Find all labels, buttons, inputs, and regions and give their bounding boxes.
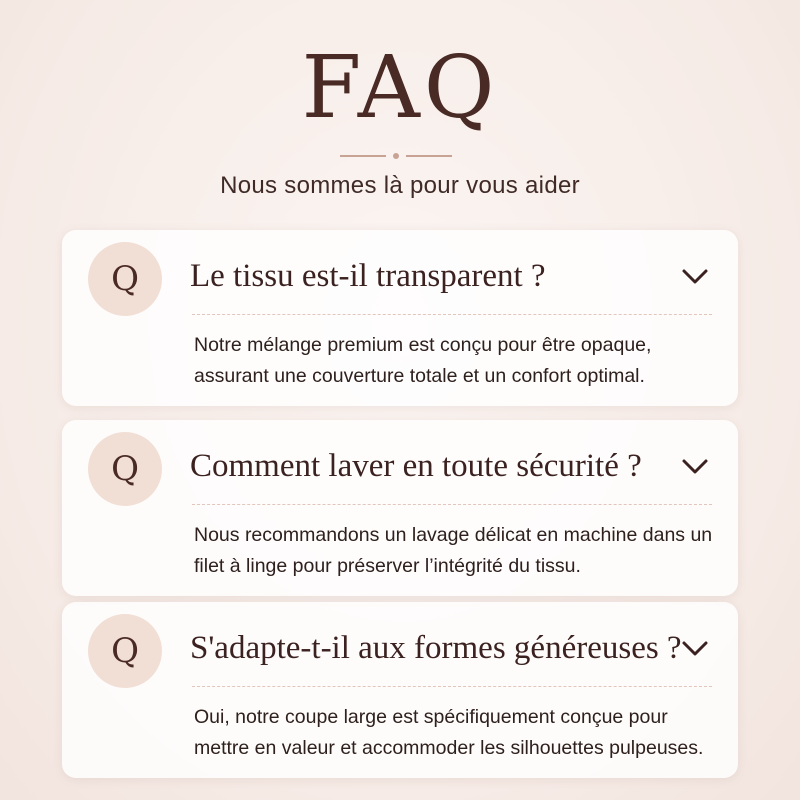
question-badge: Q (88, 432, 162, 506)
faq-answer: Notre mélange premium est conçu pour être opaque, assurant une couverture totale et un confort optimal. (194, 334, 652, 387)
question-badge: Q (88, 614, 162, 688)
faq-question[interactable]: Le tissu est-il transparent ? (190, 258, 546, 294)
faq-item-washing[interactable] (62, 420, 738, 596)
ornament-line-right (406, 155, 452, 157)
faq-header (0, 0, 800, 210)
faq-item-fabric-transparency[interactable] (62, 230, 738, 406)
faq-divider (192, 314, 712, 315)
page-title: FAQ (301, 38, 499, 138)
chevron-down-icon[interactable] (680, 454, 710, 480)
faq-question[interactable]: Comment laver en toute sécurité ? (190, 448, 642, 484)
page-subtitle: Nous sommes là pour vous aider (220, 172, 580, 199)
faq-divider (192, 686, 712, 687)
ornament-line-left (340, 155, 386, 157)
question-badge: Q (88, 242, 162, 316)
faq-divider (192, 504, 712, 505)
ornament-dot (393, 153, 399, 159)
faq-item-fit[interactable] (62, 602, 738, 778)
faq-answer: Oui, notre coupe large est spécifiquement conçue pour mettre en valeur et accommoder les silhouettes pulpeuses. (194, 706, 704, 759)
chevron-down-icon[interactable] (680, 636, 710, 662)
faq-answer: Nous recommandons un lavage délicat en machine dans un filet à linge pour préserver l’intégrité du tissu. (194, 524, 713, 577)
chevron-down-icon[interactable] (680, 264, 710, 290)
title-ornament (340, 150, 452, 162)
faq-question[interactable]: S'adapte-t-il aux formes généreuses ? (190, 630, 682, 666)
